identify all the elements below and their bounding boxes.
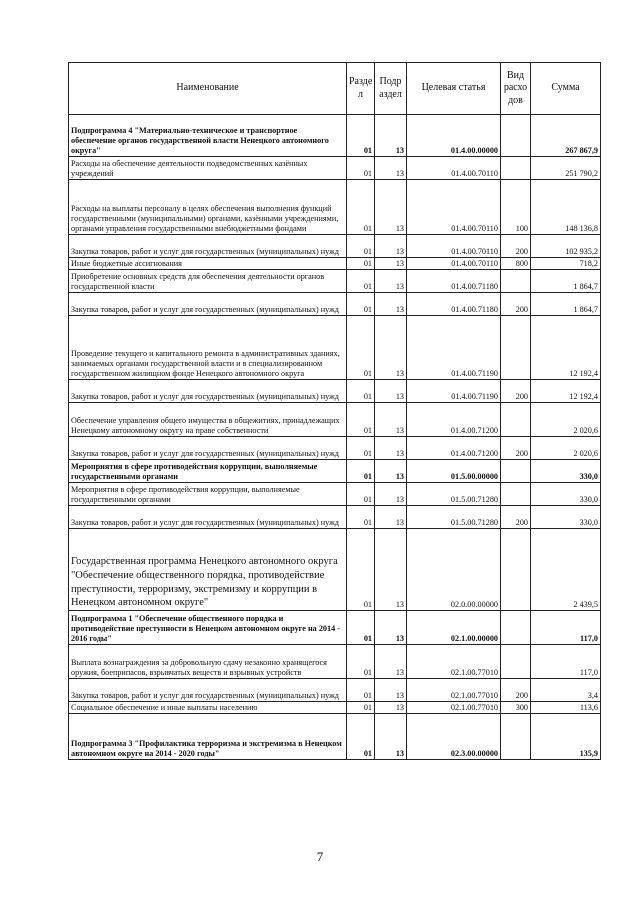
row-razdel: 01 bbox=[347, 258, 375, 270]
header-row bbox=[69, 63, 601, 115]
row-name: Закупка товаров, работ и услуг для государственных (муниципальных) нужд bbox=[69, 380, 347, 403]
row-target: 01.4.00.70110 bbox=[407, 180, 501, 235]
table-row bbox=[69, 529, 601, 611]
row-sum: 1 864,7 bbox=[531, 293, 601, 316]
row-target: 01.5.00.00000 bbox=[407, 460, 501, 483]
table-row bbox=[69, 235, 601, 258]
row-target: 01.5.00.71280 bbox=[407, 483, 501, 506]
row-name: Расходы на обеспечение деятельности подведомственных казённых учреждений bbox=[69, 157, 347, 180]
row-target: 01.4.00.71180 bbox=[407, 270, 501, 293]
row-razdel: 01 bbox=[347, 611, 375, 645]
row-sum: 330,0 bbox=[531, 460, 601, 483]
row-name: Иные бюджетные ассигнования bbox=[69, 258, 347, 270]
row-target: 01.4.00.00000 bbox=[407, 115, 501, 157]
row-razdel: 01 bbox=[347, 235, 375, 258]
row-sum: 3,4 bbox=[531, 679, 601, 702]
row-name: Мероприятия в сфере противодействия коррупции, выполняемые государственными органами bbox=[69, 483, 347, 506]
row-razdel: 01 bbox=[347, 506, 375, 529]
table-row bbox=[69, 316, 601, 380]
page-number: 7 bbox=[316, 849, 324, 864]
row-podrazdel: 13 bbox=[375, 645, 407, 679]
row-sum: 117,0 bbox=[531, 611, 601, 645]
row-target: 01.4.00.71190 bbox=[407, 380, 501, 403]
row-target: 02.3.00.00000 bbox=[407, 714, 501, 760]
table-row bbox=[69, 293, 601, 316]
table-row bbox=[69, 679, 601, 702]
row-target: 02.1.00.77010 bbox=[407, 679, 501, 702]
row-sum: 12 192,4 bbox=[531, 380, 601, 403]
row-vid bbox=[501, 460, 531, 483]
table-row bbox=[69, 437, 601, 460]
row-podrazdel: 13 bbox=[375, 293, 407, 316]
row-razdel: 01 bbox=[347, 293, 375, 316]
row-target: 02.1.00.77010 bbox=[407, 645, 501, 679]
table-row bbox=[69, 380, 601, 403]
row-podrazdel: 13 bbox=[375, 483, 407, 506]
table-row bbox=[69, 460, 601, 483]
row-vid: 200 bbox=[501, 506, 531, 529]
row-target: 01.4.00.71190 bbox=[407, 316, 501, 380]
table-row bbox=[69, 645, 601, 679]
row-vid bbox=[501, 270, 531, 293]
row-podrazdel: 13 bbox=[375, 702, 407, 714]
row-name: Закупка товаров, работ и услуг для государственных (муниципальных) нужд bbox=[69, 235, 347, 258]
header-razdel: Разде л bbox=[347, 63, 375, 115]
table-row bbox=[69, 157, 601, 180]
row-sum: 12 192,4 bbox=[531, 316, 601, 380]
row-razdel: 01 bbox=[347, 403, 375, 437]
row-razdel: 01 bbox=[347, 316, 375, 380]
row-vid: 200 bbox=[501, 293, 531, 316]
row-podrazdel: 13 bbox=[375, 679, 407, 702]
row-target: 01.4.00.70110 bbox=[407, 235, 501, 258]
row-podrazdel: 13 bbox=[375, 437, 407, 460]
row-sum: 330,0 bbox=[531, 506, 601, 529]
row-sum: 718,2 bbox=[531, 258, 601, 270]
row-target: 02.1.00.77010 bbox=[407, 702, 501, 714]
row-vid bbox=[501, 316, 531, 380]
row-podrazdel: 13 bbox=[375, 460, 407, 483]
row-vid bbox=[501, 611, 531, 645]
row-sum: 267 867,9 bbox=[531, 115, 601, 157]
row-sum: 1 864,7 bbox=[531, 270, 601, 293]
row-vid: 200 bbox=[501, 679, 531, 702]
row-razdel: 01 bbox=[347, 157, 375, 180]
row-podrazdel: 13 bbox=[375, 403, 407, 437]
row-target: 01.5.00.71280 bbox=[407, 506, 501, 529]
row-razdel: 01 bbox=[347, 437, 375, 460]
row-podrazdel: 13 bbox=[375, 180, 407, 235]
row-target: 01.4.00.70110 bbox=[407, 157, 501, 180]
table-row bbox=[69, 403, 601, 437]
row-vid: 200 bbox=[501, 380, 531, 403]
row-name: Подпрограмма 3 "Профилактика терроризма и экстремизма в Ненецком автономном округе на 2014 - 2020 годы" bbox=[69, 714, 347, 760]
table-row bbox=[69, 702, 601, 714]
header-target: Целевая статья bbox=[407, 63, 501, 115]
row-name: Закупка товаров, работ и услуг для государственных (муниципальных) нужд bbox=[69, 679, 347, 702]
row-name: Обеспечение управления общего имущества в общежитиях, принадлежащих Ненецкому автономному округу на праве собственности bbox=[69, 403, 347, 437]
row-name: Подпрограмма 4 "Материально-техническое и транспортное обеспечение органов государственной власти Ненецкого автономного округа" bbox=[69, 115, 347, 157]
row-podrazdel: 13 bbox=[375, 714, 407, 760]
header-sum: Сумма bbox=[531, 63, 601, 115]
row-name: Закупка товаров, работ и услуг для государственных (муниципальных) нужд bbox=[69, 437, 347, 460]
row-sum: 102 935,2 bbox=[531, 235, 601, 258]
row-sum: 2 439,5 bbox=[531, 529, 601, 611]
row-vid bbox=[501, 115, 531, 157]
budget-table bbox=[68, 62, 601, 760]
row-target: 01.4.00.71180 bbox=[407, 293, 501, 316]
header-vid: Вид расхо дов bbox=[501, 63, 531, 115]
row-vid: 200 bbox=[501, 437, 531, 460]
table-body bbox=[69, 115, 601, 760]
row-razdel: 01 bbox=[347, 702, 375, 714]
row-sum: 2 020,6 bbox=[531, 403, 601, 437]
row-podrazdel: 13 bbox=[375, 157, 407, 180]
row-razdel: 01 bbox=[347, 380, 375, 403]
row-podrazdel: 13 bbox=[375, 316, 407, 380]
row-vid bbox=[501, 529, 531, 611]
row-sum: 2 020,6 bbox=[531, 437, 601, 460]
row-razdel: 01 bbox=[347, 483, 375, 506]
row-razdel: 01 bbox=[347, 270, 375, 293]
table-row bbox=[69, 483, 601, 506]
row-name: Социальное обеспечение и иные выплаты населению bbox=[69, 702, 347, 714]
row-vid bbox=[501, 157, 531, 180]
table-row bbox=[69, 714, 601, 760]
table-row bbox=[69, 611, 601, 645]
row-target: 01.4.00.71200 bbox=[407, 403, 501, 437]
row-vid: 200 bbox=[501, 235, 531, 258]
row-podrazdel: 13 bbox=[375, 506, 407, 529]
row-vid bbox=[501, 714, 531, 760]
row-vid: 100 bbox=[501, 180, 531, 235]
row-razdel: 01 bbox=[347, 115, 375, 157]
row-podrazdel: 13 bbox=[375, 235, 407, 258]
row-name: Подпрограмма 1 "Обеспечение общественного порядка и противодействие преступности в Ненецком автономном округе на 2014 - 2016 годы" bbox=[69, 611, 347, 645]
row-sum: 117,0 bbox=[531, 645, 601, 679]
row-target: 02.1.00.00000 bbox=[407, 611, 501, 645]
row-podrazdel: 13 bbox=[375, 258, 407, 270]
row-vid bbox=[501, 483, 531, 506]
row-razdel: 01 bbox=[347, 645, 375, 679]
row-sum: 113,6 bbox=[531, 702, 601, 714]
row-name: Приобретение основных средств для обеспечения деятельности органов государственной власти bbox=[69, 270, 347, 293]
row-target: 02.0.00.00000 bbox=[407, 529, 501, 611]
row-name: Проведение текущего и капитального ремонта в административных зданиях, занимаемых органами государственной власти и в специализированном государственном жилищном фонде Ненецкого автономного округа bbox=[69, 316, 347, 380]
table-row bbox=[69, 258, 601, 270]
row-name: Расходы на выплаты персоналу в целях обеспечения выполнения функций государственными (муниципальными) органами, казёнными учреждениями, органами управления государственными внебюджетными фондами bbox=[69, 180, 347, 235]
row-vid bbox=[501, 403, 531, 437]
row-sum: 330,0 bbox=[531, 483, 601, 506]
row-sum: 135,9 bbox=[531, 714, 601, 760]
table-row bbox=[69, 506, 601, 529]
header-name: Наименование bbox=[69, 63, 347, 115]
row-vid: 800 bbox=[501, 258, 531, 270]
row-sum: 148 136,8 bbox=[531, 180, 601, 235]
row-podrazdel: 13 bbox=[375, 380, 407, 403]
table-row bbox=[69, 270, 601, 293]
row-razdel: 01 bbox=[347, 529, 375, 611]
table-row bbox=[69, 180, 601, 235]
row-name: Закупка товаров, работ и услуг для государственных (муниципальных) нужд bbox=[69, 293, 347, 316]
row-target: 01.4.00.70110 bbox=[407, 258, 501, 270]
row-target: 01.4.00.71200 bbox=[407, 437, 501, 460]
row-name: Государственная программа Ненецкого автономного округа "Обеспечение общественного порядка, противодействие преступности, терроризму, экстремизму и коррупции в Ненецком автономном округе" bbox=[69, 529, 347, 611]
row-podrazdel: 13 bbox=[375, 611, 407, 645]
row-razdel: 01 bbox=[347, 679, 375, 702]
row-vid: 300 bbox=[501, 702, 531, 714]
row-name: Закупка товаров, работ и услуг для государственных (муниципальных) нужд bbox=[69, 506, 347, 529]
row-podrazdel: 13 bbox=[375, 529, 407, 611]
row-razdel: 01 bbox=[347, 714, 375, 760]
row-podrazdel: 13 bbox=[375, 115, 407, 157]
row-razdel: 01 bbox=[347, 460, 375, 483]
header-podrazdel: Подр аздел bbox=[375, 63, 407, 115]
row-vid bbox=[501, 645, 531, 679]
table-row bbox=[69, 115, 601, 157]
row-sum: 251 790,2 bbox=[531, 157, 601, 180]
row-razdel: 01 bbox=[347, 180, 375, 235]
row-name: Мероприятия в сфере противодействия коррупции, выполняемые государственными органами bbox=[69, 460, 347, 483]
row-name: Выплата вознаграждения за добровольную сдачу незаконно хранящегося оружия, боеприпасов, взрывчатых веществ и взрывных устройств bbox=[69, 645, 347, 679]
row-podrazdel: 13 bbox=[375, 270, 407, 293]
